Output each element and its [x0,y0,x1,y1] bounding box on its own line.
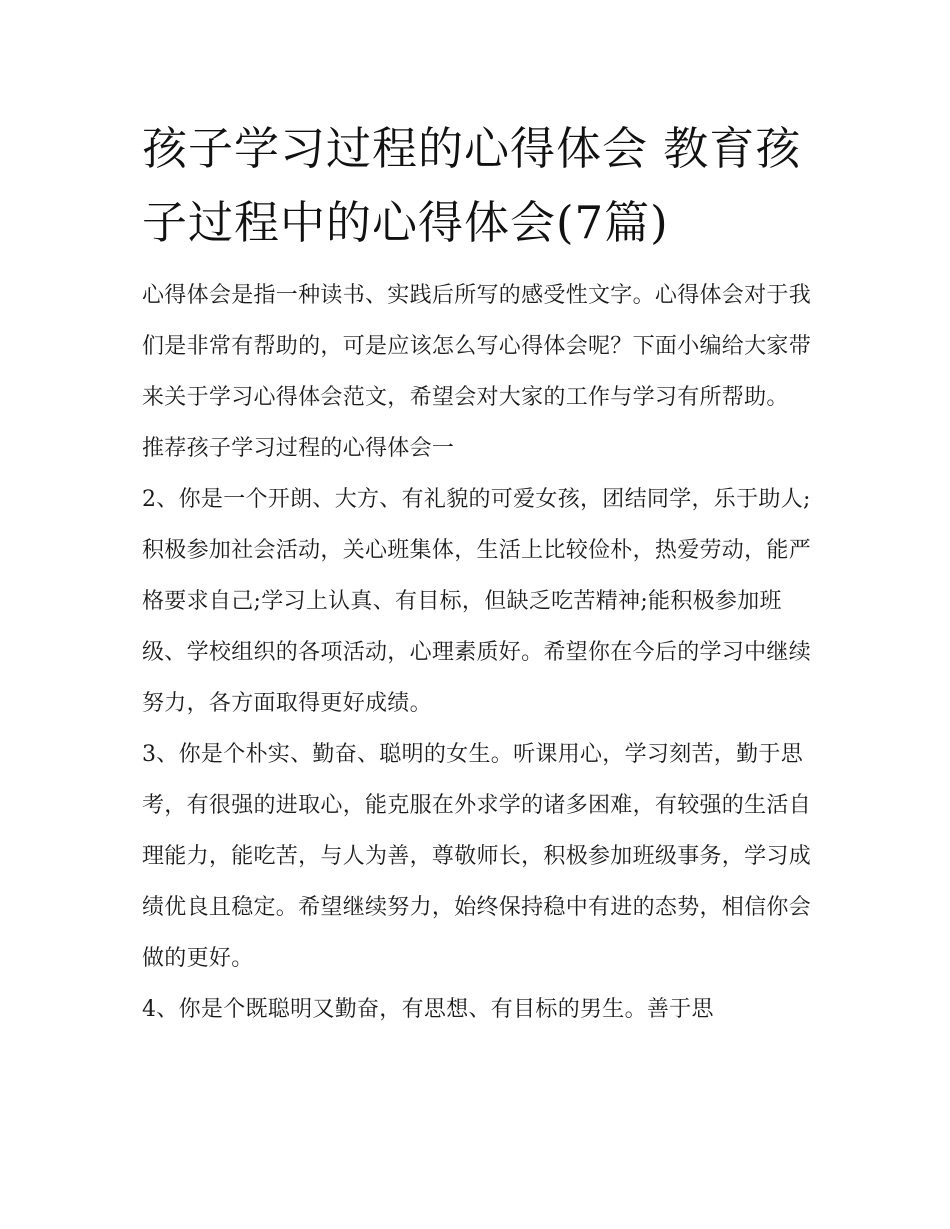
document-title: 孩子学习过程的心得体会 教育孩子过程中的心得体会(7篇) [142,122,802,249]
section-heading: 推荐孩子学习过程的心得体会一 [142,436,455,461]
comment-paragraph-3: 3、你是个朴实、勤奋、聪明的女生。听课用心，学习刻苦，勤于思考，有很强的进取心，能克服在外求学的诸多困难，有较强的生活自理能力，能吃苦，与人为善，尊敬师长，积极参加班级事务，学习成绩优良且稳定。希望继续努力，始终保持稳中有进的态势，相信你会做的更好。 [142,742,812,971]
comment-paragraph-4: 4、你是个既聪明又勤奋，有思想、有目标的男生。善于思 [142,997,714,1022]
intro-paragraph: 心得体会是指一种读书、实践后所写的感受性文字。心得体会对于我们是非常有帮助的，可是应该怎么写心得体会呢？下面小编给大家带来关于学习心得体会范文，希望会对大家的工作与学习有所帮助。 [142,283,812,410]
document-content [142,112,814,1035]
comment-paragraph-2: 2、你是一个开朗、大方、有礼貌的可爱女孩，团结同学，乐于助人;积极参加社会活动，关心班集体，生活上比较俭朴，热爱劳动，能严格要求自己;学习上认真、有目标，但缺乏吃苦精神;能积极参加班级、学校组织的各项活动，心理素质好。希望你在今后的学习中继续努力，各方面取得更好成绩。 [142,487,812,716]
